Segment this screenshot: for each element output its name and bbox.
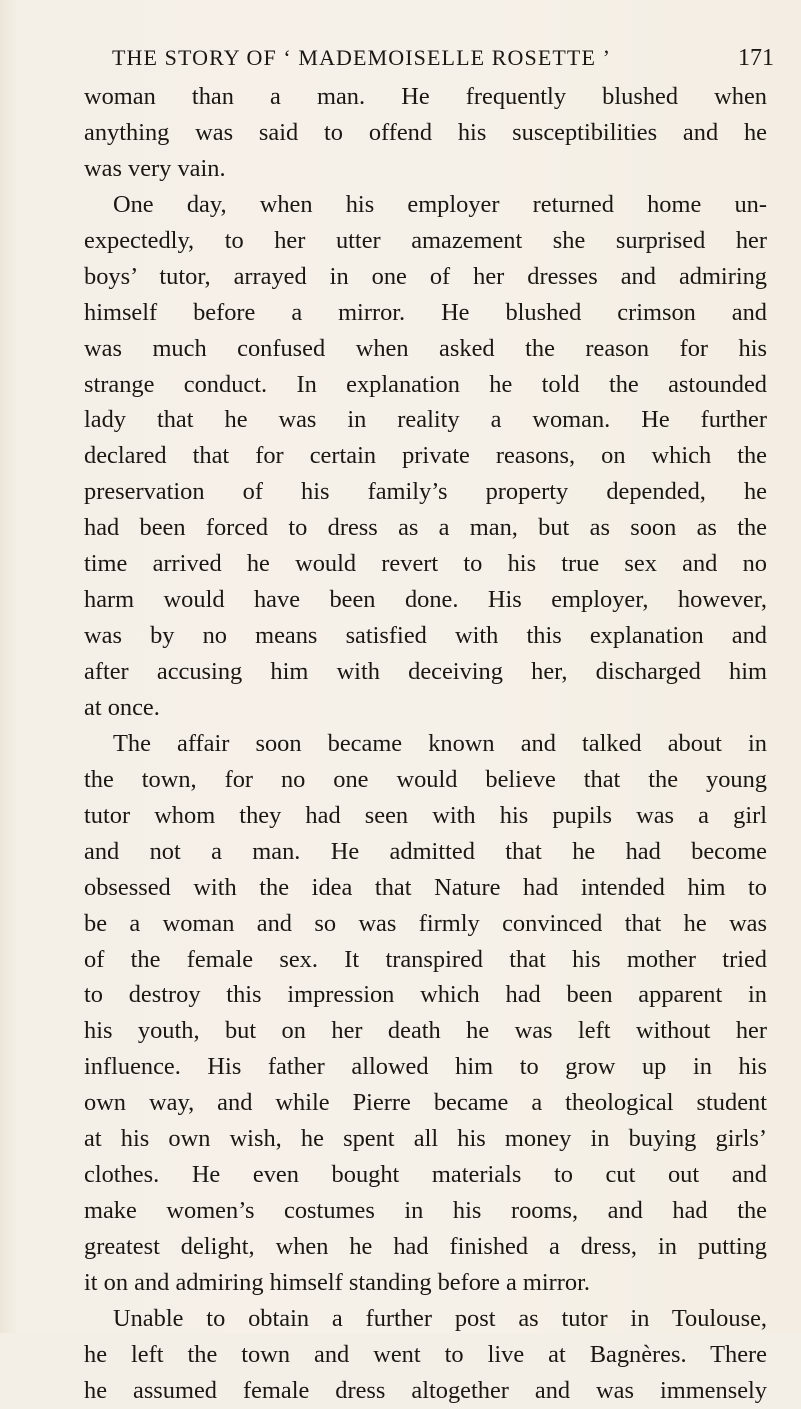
text-line	[84, 1085, 767, 1121]
text-line	[84, 1157, 767, 1193]
text-line-content: One day, when his employer returned home un-	[113, 190, 767, 218]
text-line	[84, 654, 767, 690]
text-line	[84, 906, 767, 942]
text-line-content: obsessed with the idea that Nature had intended him to	[84, 873, 767, 901]
text-line	[84, 762, 767, 798]
text-line	[84, 367, 767, 403]
text-line-content: he assumed female dress altogether and was immensely	[84, 1376, 767, 1404]
text-line-content: at his own wish, he spent all his money in buying girls’	[84, 1125, 767, 1153]
text-line-content: Unable to obtain a further post as tutor in Toulouse,	[113, 1304, 767, 1332]
text-line	[84, 582, 767, 618]
text-line-content: his youth, but on her death he was left without her	[84, 1017, 767, 1045]
text-line	[84, 438, 767, 474]
text-line	[84, 79, 767, 115]
text-line-content: was by no means satisfied with this explanation and	[84, 622, 767, 650]
body-text	[84, 79, 767, 1409]
text-line	[84, 259, 767, 295]
paragraph-first-line	[84, 1301, 767, 1337]
text-line-content: of the female sex. It transpired that his mother tried	[84, 945, 767, 973]
text-line-content: had been forced to dress as a man, but as soon as the	[84, 514, 767, 542]
text-line-content: and not a man. He admitted that he had become	[84, 837, 767, 865]
paragraph-first-line	[84, 726, 767, 762]
running-title: THE STORY OF ‘ MADEMOISELLE ROSETTE ’	[112, 45, 612, 70]
text-line-content: boys’ tutor, arrayed in one of her dresses and admiring	[84, 262, 767, 290]
text-line	[84, 1337, 767, 1373]
text-line	[84, 1229, 767, 1265]
text-line	[84, 510, 767, 546]
text-line	[84, 474, 767, 510]
text-line	[84, 834, 767, 870]
text-line-content: influence. His father allowed him to grow up in his	[84, 1053, 767, 1081]
text-line-content: clothes. He even bought materials to cut out and	[84, 1161, 767, 1189]
text-line-content: it on and admiring himself standing before a mirror.	[84, 1268, 590, 1296]
text-line	[84, 151, 767, 187]
text-line	[84, 942, 767, 978]
text-line-content: own way, and while Pierre became a theological student	[84, 1089, 767, 1117]
text-line	[84, 402, 767, 438]
text-line-content: tutor whom they had seen with his pupils was a girl	[84, 801, 767, 829]
text-line-content: at once.	[84, 693, 160, 721]
text-line	[84, 115, 767, 151]
text-line-content: was very vain.	[84, 154, 226, 182]
text-line	[84, 1373, 767, 1409]
text-line-content: The affair soon became known and talked about in	[113, 729, 767, 757]
text-line	[84, 1265, 767, 1301]
text-line-content: time arrived he would revert to his true sex and no	[84, 550, 767, 578]
text-line-content: preservation of his family’s property depended, he	[84, 478, 767, 506]
text-line-content: anything was said to offend his susceptibilities and he	[84, 118, 767, 146]
text-line-content: himself before a mirror. He blushed crimson and	[84, 298, 767, 326]
text-line	[84, 331, 767, 367]
text-line-content: woman than a man. He frequently blushed when	[84, 83, 767, 110]
paragraph-first-line	[84, 187, 767, 223]
text-line-content: expectedly, to her utter amazement she surprised her	[84, 226, 767, 254]
text-line	[84, 546, 767, 582]
text-line	[84, 295, 767, 331]
text-line-content: to destroy this impression which had been apparent in	[84, 981, 767, 1009]
text-line	[84, 690, 767, 726]
text-line	[84, 870, 767, 906]
text-line-content: declared that for certain private reasons, on which the	[84, 442, 767, 470]
text-line	[84, 223, 767, 259]
text-line	[84, 1049, 767, 1085]
text-line-content: he left the town and went to live at Bagnères. There	[84, 1340, 767, 1368]
text-line	[84, 798, 767, 834]
text-line-content: the town, for no one would believe that the young	[84, 765, 767, 793]
text-line	[84, 1121, 767, 1157]
running-head	[84, 38, 774, 78]
text-line	[84, 977, 767, 1013]
text-line-content: be a woman and so was firmly convinced that he was	[84, 909, 767, 937]
text-line-content: was much confused when asked the reason for his	[84, 334, 767, 362]
page-number: 171	[738, 45, 774, 71]
text-line-content: harm would have been done. His employer, however,	[84, 586, 767, 614]
text-line-content: after accusing him with deceiving her, discharged him	[84, 658, 767, 685]
text-line	[84, 1013, 767, 1049]
text-line	[84, 618, 767, 654]
text-line-content: lady that he was in reality a woman. He further	[84, 406, 767, 434]
text-line-content: greatest delight, when he had finished a dress, in putting	[84, 1233, 767, 1260]
text-line-content: make women’s costumes in his rooms, and had the	[84, 1197, 767, 1225]
text-line-content: strange conduct. In explanation he told the astounded	[84, 370, 767, 398]
text-line	[84, 1193, 767, 1229]
